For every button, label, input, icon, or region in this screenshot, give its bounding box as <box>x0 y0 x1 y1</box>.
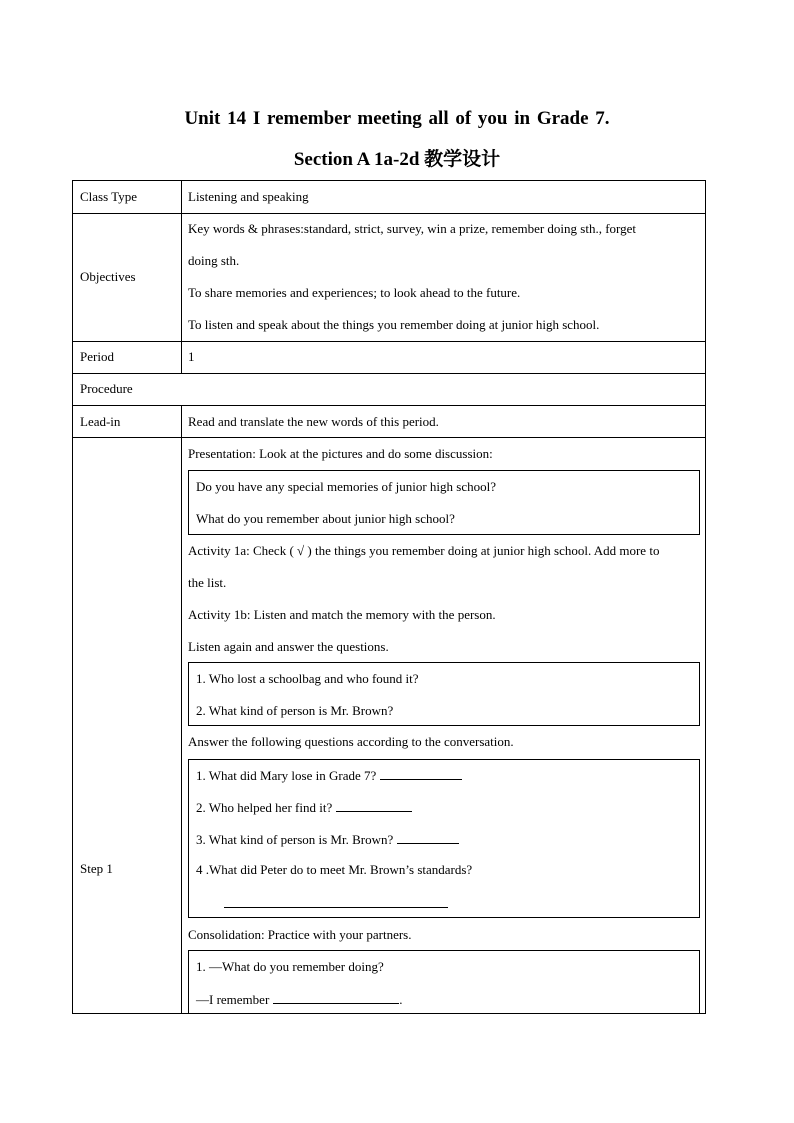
practice-answer: —I remember . <box>196 992 403 1007</box>
answer-blank <box>224 907 448 908</box>
listen-question: 2. What kind of person is Mr. Brown? <box>196 703 394 718</box>
row-divider <box>73 437 705 438</box>
practice-box <box>188 950 700 1013</box>
class-type-label: Class Type <box>80 189 137 204</box>
answer-blank <box>380 767 462 780</box>
listen-questions-box <box>188 662 700 726</box>
column-divider <box>181 405 182 1013</box>
row-divider <box>73 405 705 406</box>
column-divider <box>181 181 182 374</box>
row-divider <box>73 213 705 214</box>
answer-question-1: 1. What did Mary lose in Grade 7? <box>196 767 462 784</box>
row-divider <box>73 373 705 374</box>
activity-1a-text-cont: the list. <box>188 575 227 590</box>
document-subtitle: Section A 1a-2d 教学设计 <box>293 149 501 170</box>
answer-blank <box>336 799 412 812</box>
objectives-label: Objectives <box>80 269 136 284</box>
objectives-line: Key words & phrases:standard, strict, survey, win a prize, remember doing sth., forget <box>188 221 637 236</box>
discussion-question: What do you remember about junior high school? <box>196 511 455 526</box>
consolidation-text: Consolidation: Practice with your partners. <box>188 927 412 942</box>
procedure-label: Procedure <box>80 381 133 396</box>
lesson-plan-table <box>72 180 706 1014</box>
document-title: Unit 14 I remember meeting all of you in Grade 7. <box>184 108 610 129</box>
period-label: Period <box>80 349 114 364</box>
discussion-question: Do you have any special memories of junior high school? <box>196 479 497 494</box>
activity-1b-text: Activity 1b: Listen and match the memory with the person. <box>188 607 496 622</box>
presentation-text: Presentation: Look at the pictures and do some discussion: <box>188 446 493 461</box>
lead-in-label: Lead-in <box>80 414 121 429</box>
class-type-value: Listening and speaking <box>188 189 309 204</box>
answer-questions-box <box>188 759 700 918</box>
period-value: 1 <box>188 349 195 364</box>
objectives-line: To share memories and experiences; to look ahead to the future. <box>188 285 521 300</box>
row-divider <box>73 341 705 342</box>
activity-1a-text: Activity 1a: Check ( √ ) the things you remember doing at junior high school. Add more to <box>188 543 660 558</box>
step1-label: Step 1 <box>80 861 113 876</box>
objectives-line: To listen and speak about the things you remember doing at junior high school. <box>188 317 600 332</box>
listen-question: 1. Who lost a schoolbag and who found it? <box>196 671 419 686</box>
discussion-box <box>188 470 700 535</box>
answer-question-2: 2. Who helped her find it? <box>196 799 412 816</box>
practice-question: 1. —What do you remember doing? <box>196 959 384 974</box>
answer-intro-text: Answer the following questions according to the conversation. <box>188 734 514 749</box>
objectives-line: doing sth. <box>188 253 240 268</box>
answer-question-3: 3. What kind of person is Mr. Brown? <box>196 831 459 848</box>
listen-again-text: Listen again and answer the questions. <box>188 639 389 654</box>
answer-blank <box>397 831 459 844</box>
practice-blank <box>273 991 399 1004</box>
answer-question-4: 4 .What did Peter do to meet Mr. Brown’s standards? <box>196 862 473 877</box>
lead-in-value: Read and translate the new words of this period. <box>188 414 439 429</box>
